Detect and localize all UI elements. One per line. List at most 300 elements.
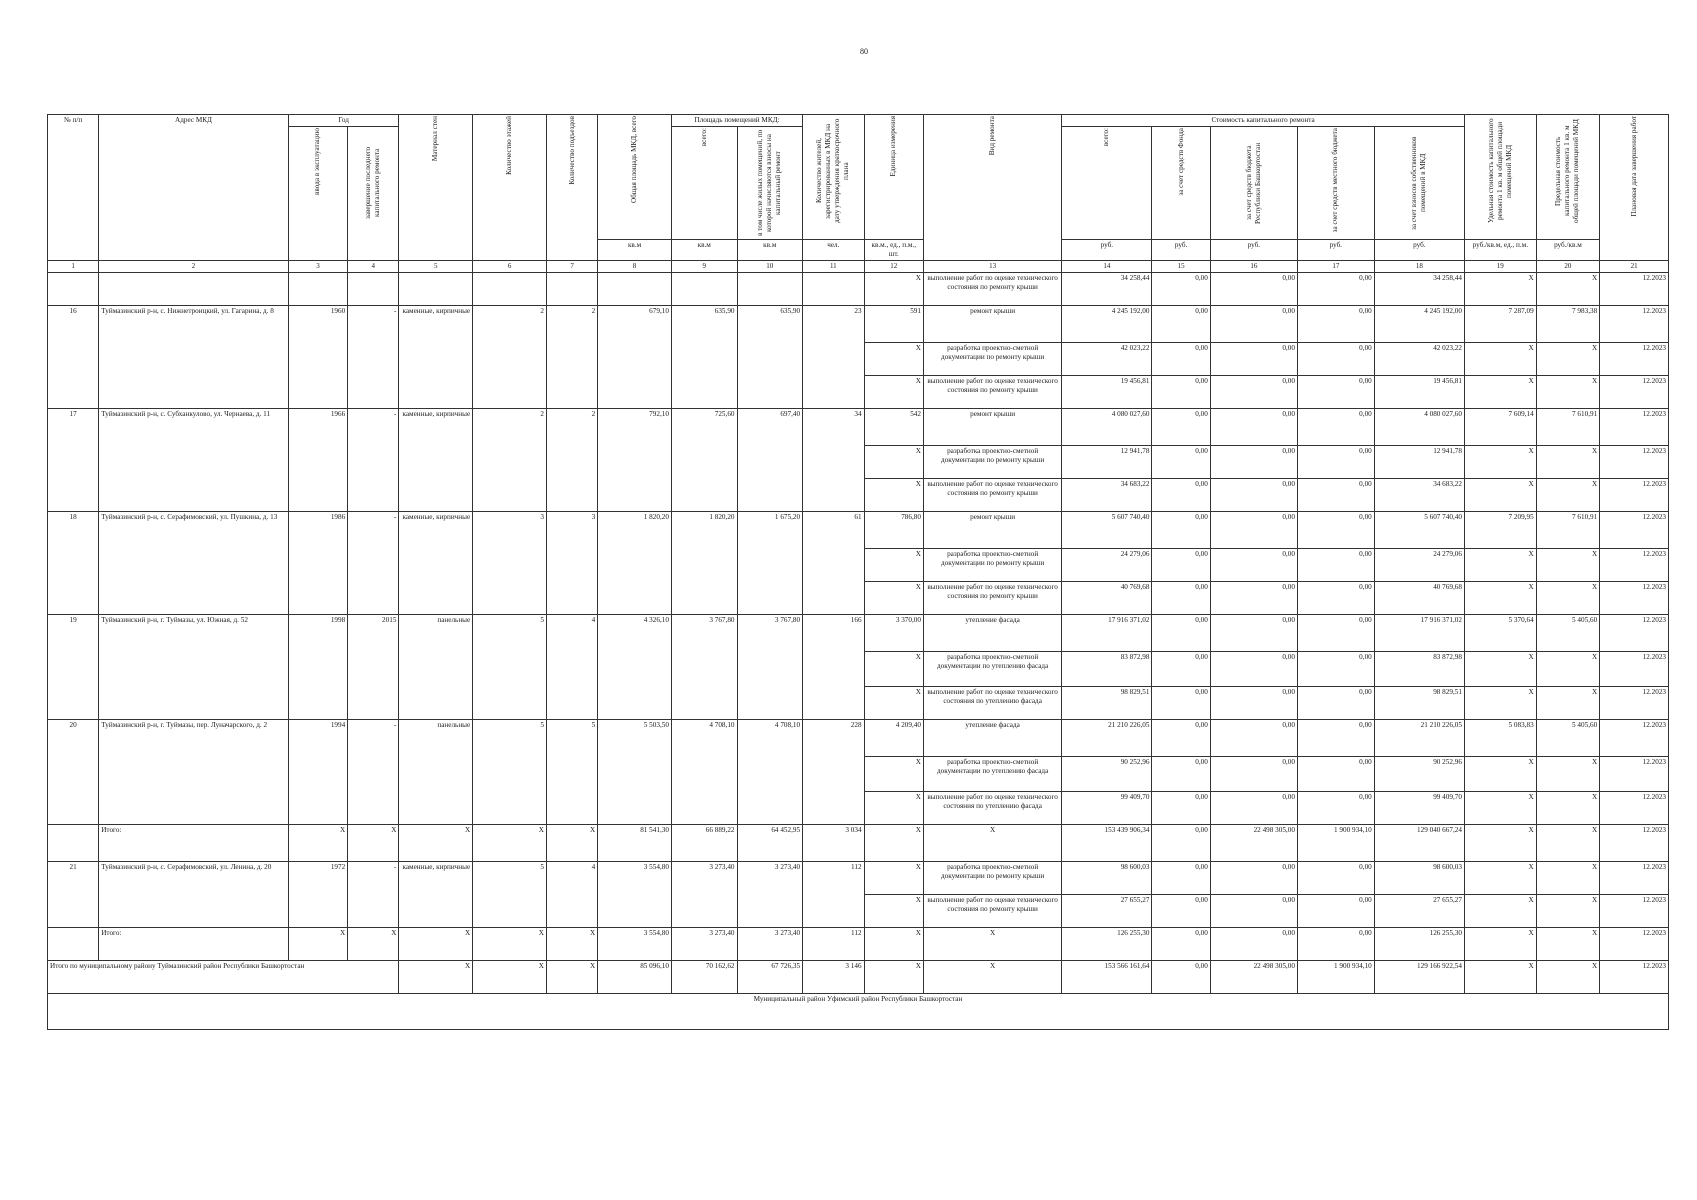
cell-cost-local: 0,00 bbox=[1297, 687, 1374, 720]
cell-cost-local: 0,00 bbox=[1297, 446, 1374, 479]
header-total-area: Общая площадь МКД, всего bbox=[598, 115, 672, 240]
cell-unit-cost: Х bbox=[1464, 687, 1536, 720]
cell-total-area: 81 541,30 bbox=[598, 825, 672, 862]
column-number: 1 bbox=[48, 261, 99, 273]
subtotal-label: Итого: bbox=[99, 825, 289, 862]
cell-cost-owners: 17 916 371,02 bbox=[1374, 615, 1464, 652]
column-number: 18 bbox=[1374, 261, 1464, 273]
cell-unit-cost: Х bbox=[1464, 895, 1536, 928]
cell-x: Х bbox=[473, 928, 547, 961]
cell-entrances: 2 bbox=[546, 306, 597, 409]
cell-unit: Х bbox=[864, 376, 923, 409]
table-row bbox=[48, 512, 1669, 549]
table-body bbox=[48, 273, 1669, 1030]
cell-unit-cost: 5 083,83 bbox=[1464, 720, 1536, 757]
header-cost-local: за счет средств местного бюджета bbox=[1297, 127, 1374, 240]
cell-premises-contrib: 635,90 bbox=[737, 306, 803, 409]
cell-cost-fund: 0,00 bbox=[1152, 757, 1210, 792]
unit-kvm: кв.м bbox=[737, 240, 803, 261]
column-number: 9 bbox=[671, 261, 737, 273]
header-cost-group: Стоимость капитального ремонта bbox=[1062, 115, 1465, 127]
cell-date: 12.2023 bbox=[1600, 306, 1669, 343]
cell-x: Х bbox=[399, 961, 473, 994]
cell-cost-total: 99 409,70 bbox=[1062, 792, 1152, 825]
cell-cost-rb: 0,00 bbox=[1210, 792, 1297, 825]
cell-repair-type: выполнение работ по оценке технического состояния по утеплению фасада bbox=[923, 687, 1061, 720]
unit-rub: руб. bbox=[1374, 240, 1464, 261]
cell-cost-fund: 0,00 bbox=[1152, 652, 1210, 687]
column-number: 6 bbox=[473, 261, 547, 273]
cell-premises-total: 4 708,10 bbox=[671, 720, 737, 825]
column-number: 8 bbox=[598, 261, 672, 273]
district-total-label: Итого по муниципальному району Туймазинский район Республики Башкортостан bbox=[48, 961, 399, 994]
cell-unit-cost: Х bbox=[1464, 479, 1536, 512]
header-cost-owners: за счет взносов собственников помещений в МКД bbox=[1374, 127, 1464, 240]
cell-num: 18 bbox=[48, 512, 99, 615]
cell-repair-type: разработка проектно-сметной документации по утеплению фасада bbox=[923, 757, 1061, 792]
cell-cost-rb: 0,00 bbox=[1210, 862, 1297, 895]
cell-year-repair: - bbox=[348, 306, 399, 409]
unit-rub: руб. bbox=[1297, 240, 1374, 261]
cell-residents: 23 bbox=[803, 306, 864, 409]
table-row bbox=[48, 720, 1669, 757]
cell-num: 16 bbox=[48, 306, 99, 409]
cell-material: каменные, кирпичные bbox=[399, 306, 473, 409]
cell-x: Х bbox=[399, 825, 473, 862]
cell-date: 12.2023 bbox=[1600, 862, 1669, 895]
cell-repair-type: разработка проектно-сметной документации по ремонту крыши bbox=[923, 549, 1061, 582]
cell-unit-cost: Х bbox=[1464, 862, 1536, 895]
header-year-commission: ввода в эксплуатацию bbox=[288, 127, 347, 261]
cell-cost-owners: 83 872,98 bbox=[1374, 652, 1464, 687]
unit-people: чел. bbox=[803, 240, 864, 261]
section-row bbox=[48, 994, 1669, 1030]
cell-cost-owners: 129 040 667,24 bbox=[1374, 825, 1464, 862]
cell-address: Туймазинский р-н, с. Субханкулово, ул. Чернаева, д. 11 bbox=[99, 409, 289, 512]
cell-cost-fund: 0,00 bbox=[1152, 792, 1210, 825]
cell-cost-rb: 0,00 bbox=[1210, 615, 1297, 652]
cell-cost-fund: 0,00 bbox=[1152, 512, 1210, 549]
cell-cost-local: 0,00 bbox=[1297, 720, 1374, 757]
cell-cost-local: 0,00 bbox=[1297, 652, 1374, 687]
cell-max-cost: Х bbox=[1536, 652, 1600, 687]
cell-cost-total: 90 252,96 bbox=[1062, 757, 1152, 792]
cell-cost-rb: 0,00 bbox=[1210, 895, 1297, 928]
cell-premises-contrib: 3 273,40 bbox=[737, 928, 803, 961]
cell-cost-local: 0,00 bbox=[1297, 549, 1374, 582]
cell-x: Х bbox=[864, 825, 923, 862]
district-total-row bbox=[48, 961, 1669, 994]
cell-cost-total: 98 829,51 bbox=[1062, 687, 1152, 720]
cell-cost-total: 17 916 371,02 bbox=[1062, 615, 1152, 652]
cell-max-cost: 7 610,91 bbox=[1536, 512, 1600, 549]
cell-cost-fund: 0,00 bbox=[1152, 446, 1210, 479]
cell-year-commission: 1960 bbox=[288, 306, 347, 409]
cell-cost-rb: 0,00 bbox=[1210, 928, 1297, 961]
cell-cost-local: 1 900 934,10 bbox=[1297, 825, 1374, 862]
cell-cost-owners: 21 210 226,05 bbox=[1374, 720, 1464, 757]
cell-repair-type: ремонт крыши bbox=[923, 512, 1061, 549]
cell-cost-total: 153 566 161,64 bbox=[1062, 961, 1152, 994]
cell-x: Х bbox=[473, 825, 547, 862]
cell-cost-fund: 0,00 bbox=[1152, 306, 1210, 343]
cell-year-commission: 1994 bbox=[288, 720, 347, 825]
section-title: Муниципальный район Уфимский район Республики Башкортостан bbox=[48, 994, 1669, 1030]
cell-cost-fund: 0,00 bbox=[1152, 687, 1210, 720]
cell-max-cost: Х bbox=[1536, 895, 1600, 928]
cell-date: 12.2023 bbox=[1600, 792, 1669, 825]
cell-cost-local: 0,00 bbox=[1297, 862, 1374, 895]
cell-unit-cost: 5 370,64 bbox=[1464, 615, 1536, 652]
unit-rub: руб. bbox=[1062, 240, 1152, 261]
cell-premises-total: 1 820,20 bbox=[671, 512, 737, 615]
cell-repair-type: выполнение работ по оценке технического состояния по утеплению фасада bbox=[923, 792, 1061, 825]
cell-cost-owners: 40 769,68 bbox=[1374, 582, 1464, 615]
cell-cost-local: 0,00 bbox=[1297, 376, 1374, 409]
column-number: 2 bbox=[99, 261, 289, 273]
cell-unit: Х bbox=[864, 687, 923, 720]
cell-cost-owners: 98 600,03 bbox=[1374, 862, 1464, 895]
cell-date: 12.2023 bbox=[1600, 512, 1669, 549]
header-cost-total: всего: bbox=[1062, 127, 1152, 240]
cell-total-area: 3 554,80 bbox=[598, 928, 672, 961]
cell-premises-total: 66 889,22 bbox=[671, 825, 737, 862]
cell-entrances: 3 bbox=[546, 512, 597, 615]
cell-num: 19 bbox=[48, 615, 99, 720]
cell-max-cost: Х bbox=[1536, 687, 1600, 720]
cell-cost-local: 0,00 bbox=[1297, 582, 1374, 615]
cell-total-area: 792,10 bbox=[598, 409, 672, 512]
subtotal-row bbox=[48, 928, 1669, 961]
cell-date: 12.2023 bbox=[1600, 343, 1669, 376]
cell-cost-owners: 99 409,70 bbox=[1374, 792, 1464, 825]
cell-cost-fund: 0,00 bbox=[1152, 928, 1210, 961]
cell-max-cost: Х bbox=[1536, 343, 1600, 376]
cell-num: 20 bbox=[48, 720, 99, 825]
table-header bbox=[48, 115, 1669, 273]
cell-premises-contrib: 64 452,95 bbox=[737, 825, 803, 862]
cell-cost-owners: 126 255,30 bbox=[1374, 928, 1464, 961]
cell-cost-fund: 0,00 bbox=[1152, 409, 1210, 446]
cell-premises-total: 725,60 bbox=[671, 409, 737, 512]
cell-date: 12.2023 bbox=[1600, 549, 1669, 582]
column-number: 4 bbox=[348, 261, 399, 273]
cell-x: Х bbox=[288, 825, 347, 862]
cell-unit: Х bbox=[864, 652, 923, 687]
cell-premises-contrib: 4 708,10 bbox=[737, 720, 803, 825]
cell-unit: Х bbox=[864, 446, 923, 479]
cell-cost-fund: 0,00 bbox=[1152, 895, 1210, 928]
cell-cost-owners: 90 252,96 bbox=[1374, 757, 1464, 792]
cell-cost-local: 0,00 bbox=[1297, 615, 1374, 652]
cell-unit-cost: Х bbox=[1464, 792, 1536, 825]
cell-cost-fund: 0,00 bbox=[1152, 825, 1210, 862]
cell-unit: 591 bbox=[864, 306, 923, 343]
cell-repair-type: утепление фасада bbox=[923, 615, 1061, 652]
cell-residents: 112 bbox=[803, 928, 864, 961]
cell-repair-type: разработка проектно-сметной документации по ремонту крыши bbox=[923, 862, 1061, 895]
cell-cost-owners: 27 655,27 bbox=[1374, 895, 1464, 928]
cell-premises-contrib: 697,40 bbox=[737, 409, 803, 512]
cell-unit: Х bbox=[864, 582, 923, 615]
cell-total-area: 3 554,80 bbox=[598, 862, 672, 928]
cell-entrances: 2 bbox=[546, 409, 597, 512]
cell-cost-owners: 129 166 922,54 bbox=[1374, 961, 1464, 994]
header-residents: Количество жителей, зарегистрированных в МКД на дату утверждения краткосрочного плана bbox=[803, 115, 864, 240]
unit-rub-per-unit: руб./кв.м, ед., п.м. bbox=[1464, 240, 1536, 261]
cell-premises-contrib: 3 767,80 bbox=[737, 615, 803, 720]
cell-date: 12.2023 bbox=[1600, 376, 1669, 409]
cell-max-cost: 5 405,60 bbox=[1536, 615, 1600, 652]
cell-cost-fund: 0,00 bbox=[1152, 343, 1210, 376]
cell-cost-total: 27 655,27 bbox=[1062, 895, 1152, 928]
cell-x: Х bbox=[546, 961, 597, 994]
header-cost-rb: за счет средств бюджета Республики Башкортостан bbox=[1210, 127, 1297, 240]
cell-num: 17 bbox=[48, 409, 99, 512]
cell-unit: 3 370,00 bbox=[864, 615, 923, 652]
cell-max-cost: 5 405,60 bbox=[1536, 720, 1600, 757]
unit-measure: кв.м., ед., п.м., шт. bbox=[864, 240, 923, 261]
cell-x: Х bbox=[1464, 961, 1536, 994]
cell-cost-local: 0,00 bbox=[1297, 409, 1374, 446]
column-number: 21 bbox=[1600, 261, 1669, 273]
cell-total-area: 5 503,50 bbox=[598, 720, 672, 825]
cell-cost-rb: 0,00 bbox=[1210, 687, 1297, 720]
table-row bbox=[48, 615, 1669, 652]
cell-residents: 228 bbox=[803, 720, 864, 825]
cell-material: панельные bbox=[399, 720, 473, 825]
cell-cost-owners: 34 683,22 bbox=[1374, 479, 1464, 512]
cell-cost-fund: 0,00 bbox=[1152, 615, 1210, 652]
cell-date: 12.2023 bbox=[1600, 825, 1669, 862]
cell-cost-fund: 0,00 bbox=[1152, 961, 1210, 994]
header-floors: Количество этажей bbox=[473, 115, 547, 261]
cell-x: Х bbox=[1536, 825, 1600, 862]
cell-cost-owners: 12 941,78 bbox=[1374, 446, 1464, 479]
header-num: № п/п bbox=[48, 115, 99, 261]
column-number: 13 bbox=[923, 261, 1061, 273]
cell-unit-cost: Х bbox=[1464, 652, 1536, 687]
cell-date: 12.2023 bbox=[1600, 652, 1669, 687]
cell-x: Х bbox=[399, 928, 473, 961]
cell-cost-owners: 98 829,51 bbox=[1374, 687, 1464, 720]
cell-cost-local: 0,00 bbox=[1297, 479, 1374, 512]
cell-date: 12.2023 bbox=[1600, 273, 1669, 306]
cell-unit: 786,80 bbox=[864, 512, 923, 549]
cell-max-cost: Х bbox=[1536, 757, 1600, 792]
cell-unit-cost: Х bbox=[1464, 582, 1536, 615]
cell-max-cost: 7 610,91 bbox=[1536, 409, 1600, 446]
cell-max-cost: Х bbox=[1536, 549, 1600, 582]
cell-total-area: 679,10 bbox=[598, 306, 672, 409]
column-number: 12 bbox=[864, 261, 923, 273]
cell-cost-total: 19 456,81 bbox=[1062, 376, 1152, 409]
cell-date: 12.2023 bbox=[1600, 720, 1669, 757]
cell-year-commission: 1966 bbox=[288, 409, 347, 512]
cell-repair-type: выполнение работ по оценке технического состояния по ремонту крыши bbox=[923, 479, 1061, 512]
cell-cost-rb: 0,00 bbox=[1210, 273, 1297, 306]
unit-kvm: кв.м bbox=[671, 240, 737, 261]
cell-cost-fund: 0,00 bbox=[1152, 862, 1210, 895]
column-number: 11 bbox=[803, 261, 864, 273]
cell-entrances: 5 bbox=[546, 720, 597, 825]
unit-kvm: кв.м bbox=[598, 240, 672, 261]
cell-cost-fund: 0,00 bbox=[1152, 273, 1210, 306]
cell-residents: 166 bbox=[803, 615, 864, 720]
cell-cost-total: 83 872,98 bbox=[1062, 652, 1152, 687]
cell-unit: 4 209,40 bbox=[864, 720, 923, 757]
cell-floors: 2 bbox=[473, 409, 547, 512]
cell-x: Х bbox=[288, 928, 347, 961]
cell-address: Туймазинский р-н, с. Серафимовский, ул. Ленина, д. 20 bbox=[99, 862, 289, 928]
cell-cost-total: 153 439 906,34 bbox=[1062, 825, 1152, 862]
cell-cost-rb: 0,00 bbox=[1210, 757, 1297, 792]
cell-year-repair: - bbox=[348, 720, 399, 825]
header-repair-type: Вид ремонта bbox=[923, 115, 1061, 261]
cell-cost-owners: 34 258,44 bbox=[1374, 273, 1464, 306]
cell-repair-type: выполнение работ по оценке технического состояния по ремонту крыши bbox=[923, 273, 1061, 306]
cell-cost-total: 98 600,03 bbox=[1062, 862, 1152, 895]
cell-cost-fund: 0,00 bbox=[1152, 376, 1210, 409]
cell-x: Х bbox=[348, 928, 399, 961]
cell-cost-local: 0,00 bbox=[1297, 343, 1374, 376]
cell-cost-owners: 4 245 192,00 bbox=[1374, 306, 1464, 343]
table-row bbox=[48, 273, 1669, 306]
cell-repair-type: разработка проектно-сметной документации по утеплению фасада bbox=[923, 652, 1061, 687]
cell-max-cost: Х bbox=[1536, 792, 1600, 825]
cell-total-area: 1 820,20 bbox=[598, 512, 672, 615]
cell-cost-fund: 0,00 bbox=[1152, 582, 1210, 615]
column-number: 19 bbox=[1464, 261, 1536, 273]
unit-rub-per-kvm: руб./кв.м bbox=[1536, 240, 1600, 261]
cell-entrances: 4 bbox=[546, 615, 597, 720]
cell-premises-contrib: 67 726,35 bbox=[737, 961, 803, 994]
header-entrances: Количество подъездов bbox=[546, 115, 597, 261]
cell-x: Х bbox=[546, 928, 597, 961]
cell-unit-cost: 7 609,14 bbox=[1464, 409, 1536, 446]
cell-residents: 3 034 bbox=[803, 825, 864, 862]
cell-floors: 5 bbox=[473, 615, 547, 720]
cell-material: панельные bbox=[399, 615, 473, 720]
cell-unit: 542 bbox=[864, 409, 923, 446]
cell-cost-local: 0,00 bbox=[1297, 306, 1374, 343]
cell-material: каменные, кирпичные bbox=[399, 862, 473, 928]
cell-premises-total: 3 767,80 bbox=[671, 615, 737, 720]
cell-cost-rb: 0,00 bbox=[1210, 479, 1297, 512]
cell-max-cost: Х bbox=[1536, 582, 1600, 615]
cell-cost-total: 24 279,06 bbox=[1062, 549, 1152, 582]
column-number: 16 bbox=[1210, 261, 1297, 273]
cell-cost-total: 21 210 226,05 bbox=[1062, 720, 1152, 757]
cell-cost-total: 34 683,22 bbox=[1062, 479, 1152, 512]
cell-cost-local: 1 900 934,10 bbox=[1297, 961, 1374, 994]
cell-cost-fund: 0,00 bbox=[1152, 549, 1210, 582]
cell-x: Х bbox=[923, 961, 1061, 994]
cell-date: 12.2023 bbox=[1600, 757, 1669, 792]
cell-material: каменные, кирпичные bbox=[399, 512, 473, 615]
cell-year-repair: - bbox=[348, 862, 399, 928]
column-number: 15 bbox=[1152, 261, 1210, 273]
cell-cost-rb: 0,00 bbox=[1210, 343, 1297, 376]
column-numbers-row bbox=[48, 261, 1669, 273]
cell-year-repair: 2015 bbox=[348, 615, 399, 720]
cell-year-repair: - bbox=[348, 512, 399, 615]
cell-date: 12.2023 bbox=[1600, 479, 1669, 512]
cell-repair-type: выполнение работ по оценке технического состояния по ремонту крыши bbox=[923, 376, 1061, 409]
cell-year-repair: - bbox=[348, 409, 399, 512]
cell-address: Туймазинский р-н, с. Серафимовский, ул. Пушкина, д. 13 bbox=[99, 512, 289, 615]
header-planned-date: Плановая дата завершения работ bbox=[1600, 115, 1669, 261]
cell-floors: 5 bbox=[473, 720, 547, 825]
header-year-group: Год bbox=[288, 115, 399, 127]
header-premises-total: всего: bbox=[671, 127, 737, 240]
cell-cost-owners: 24 279,06 bbox=[1374, 549, 1464, 582]
cell-cost-local: 0,00 bbox=[1297, 757, 1374, 792]
cell-unit-cost: Х bbox=[1464, 273, 1536, 306]
cell-residents: 3 146 bbox=[803, 961, 864, 994]
cell-cost-rb: 0,00 bbox=[1210, 582, 1297, 615]
cell-x: Х bbox=[473, 961, 547, 994]
cell-cost-local: 0,00 bbox=[1297, 512, 1374, 549]
column-number: 17 bbox=[1297, 261, 1374, 273]
cell-premises-contrib: 1 675,20 bbox=[737, 512, 803, 615]
cell-address: Туймазинский р-н, г. Туймазы, ул. Южная, д. 52 bbox=[99, 615, 289, 720]
cell-x: Х bbox=[864, 961, 923, 994]
cell-max-cost: Х bbox=[1536, 273, 1600, 306]
cell-x: Х bbox=[348, 825, 399, 862]
cell-floors: 5 bbox=[473, 862, 547, 928]
cell-max-cost: 7 983,38 bbox=[1536, 306, 1600, 343]
cell-year-commission: 1972 bbox=[288, 862, 347, 928]
cell-unit: Х bbox=[864, 862, 923, 895]
cell-unit: Х bbox=[864, 273, 923, 306]
cell-unit: Х bbox=[864, 479, 923, 512]
cell-premises-total: 70 162,62 bbox=[671, 961, 737, 994]
unit-rub: руб. bbox=[1210, 240, 1297, 261]
cell-repair-type: выполнение работ по оценке технического состояния по ремонту крыши bbox=[923, 895, 1061, 928]
cell-unit-cost: Х bbox=[1464, 549, 1536, 582]
cell-repair-type: ремонт крыши bbox=[923, 306, 1061, 343]
cell-cost-rb: 0,00 bbox=[1210, 512, 1297, 549]
cell-cost-rb: 0,00 bbox=[1210, 652, 1297, 687]
cell-x: Х bbox=[1464, 928, 1536, 961]
cell-cost-rb: 22 498 305,00 bbox=[1210, 961, 1297, 994]
unit-rub: руб. bbox=[1152, 240, 1210, 261]
cell-unit-cost: 7 287,09 bbox=[1464, 306, 1536, 343]
cell-cost-local: 0,00 bbox=[1297, 928, 1374, 961]
cell-x: Х bbox=[1536, 928, 1600, 961]
column-number: 10 bbox=[737, 261, 803, 273]
cell-cost-total: 4 080 027,60 bbox=[1062, 409, 1152, 446]
cell-cost-rb: 0,00 bbox=[1210, 549, 1297, 582]
column-number: 7 bbox=[546, 261, 597, 273]
cell-cost-total: 42 023,22 bbox=[1062, 343, 1152, 376]
cell-unit: Х bbox=[864, 549, 923, 582]
cell-unit: Х bbox=[864, 343, 923, 376]
cell-repair-type: выполнение работ по оценке технического состояния по ремонту крыши bbox=[923, 582, 1061, 615]
cell-cost-fund: 0,00 bbox=[1152, 479, 1210, 512]
cell-date: 12.2023 bbox=[1600, 687, 1669, 720]
cell-max-cost: Х bbox=[1536, 376, 1600, 409]
cell-cost-owners: 5 607 740,40 bbox=[1374, 512, 1464, 549]
cell-date: 12.2023 bbox=[1600, 928, 1669, 961]
cell-unit: Х bbox=[864, 757, 923, 792]
cell-premises-total: 635,90 bbox=[671, 306, 737, 409]
cell-material: каменные, кирпичные bbox=[399, 409, 473, 512]
cell-cost-local: 0,00 bbox=[1297, 792, 1374, 825]
cell-cost-local: 0,00 bbox=[1297, 895, 1374, 928]
cell-cost-total: 4 245 192,00 bbox=[1062, 306, 1152, 343]
